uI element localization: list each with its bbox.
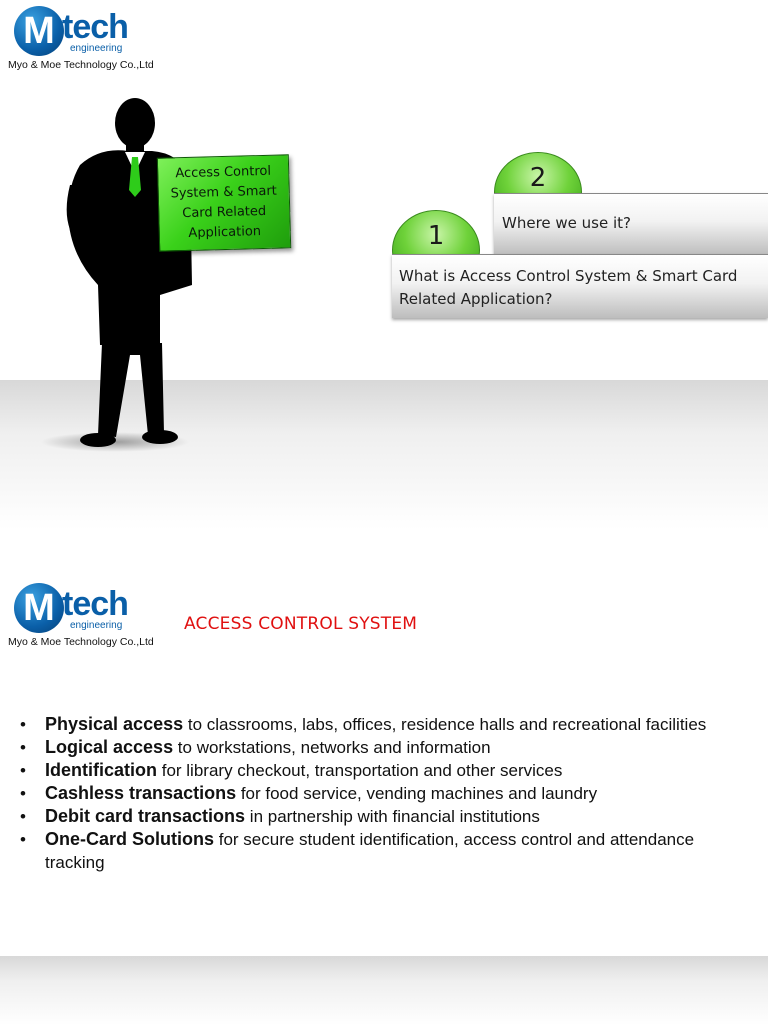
bullet-text: for library checkout, transportation and other services [157, 761, 563, 780]
slide-heading: ACCESS CONTROL SYSTEM [184, 614, 418, 634]
bullet-bold: One-Card Solutions [45, 829, 215, 849]
bullet-bold: Logical access [45, 737, 174, 757]
bullet-text: in partnership with financial institutions [245, 807, 540, 826]
list-item [20, 828, 740, 874]
bullet-text: to workstations, networks and information [173, 738, 491, 757]
logo-m-circle: M [14, 583, 64, 633]
bullet-icon: • [20, 807, 26, 826]
bullet-bold: Debit card transactions [45, 806, 246, 826]
list-item [20, 805, 740, 828]
slide-access-control [0, 576, 768, 1024]
mtech-logo [8, 4, 158, 74]
logo-company-name: Myo & Moe Technology Co.,Ltd [8, 636, 154, 648]
businessman-silhouette-icon [40, 95, 240, 465]
logo-tech-text: tech [62, 8, 128, 46]
bullet-text: for food service, vending machines and laundry [236, 784, 598, 803]
logo-tech-text: tech [62, 585, 128, 623]
bullet-icon: • [20, 761, 26, 780]
bullet-list [20, 713, 740, 874]
floor-gradient [0, 956, 768, 1024]
list-item [20, 759, 740, 782]
item-bar-1 [392, 254, 768, 318]
list-item [20, 736, 740, 759]
bullet-icon: • [20, 738, 26, 757]
board-text: Access Control System & Smart Card Related Application [170, 163, 277, 241]
bullet-bold: Cashless transactions [45, 783, 237, 803]
bullet-icon: • [20, 715, 26, 734]
item-text-2: Where we use it? [502, 214, 631, 232]
mtech-logo [8, 581, 158, 651]
logo-company-name: Myo & Moe Technology Co.,Ltd [8, 59, 154, 71]
bullet-text: for secure student identification, access control and attendance tracking [45, 830, 695, 872]
logo-m-circle: M [14, 6, 64, 56]
green-sign-board [157, 154, 291, 251]
bullet-bold: Identification [45, 760, 157, 780]
item-bar-2 [494, 193, 768, 255]
item-text-1: What is Access Control System & Smart Card Related Application? [399, 267, 738, 308]
bullet-bold: Physical access [45, 714, 184, 734]
list-item [20, 713, 740, 736]
logo-engineering-text: engineering [70, 620, 123, 631]
bullet-icon: • [20, 784, 26, 803]
logo-engineering-text: engineering [70, 43, 123, 54]
number-badge-1: 1 [392, 210, 480, 290]
bullet-icon: • [20, 830, 26, 849]
list-item [20, 782, 740, 805]
bullet-text: to classrooms, labs, offices, residence halls and recreational facilities [183, 715, 707, 734]
number-badge-2: 2 [494, 152, 582, 232]
